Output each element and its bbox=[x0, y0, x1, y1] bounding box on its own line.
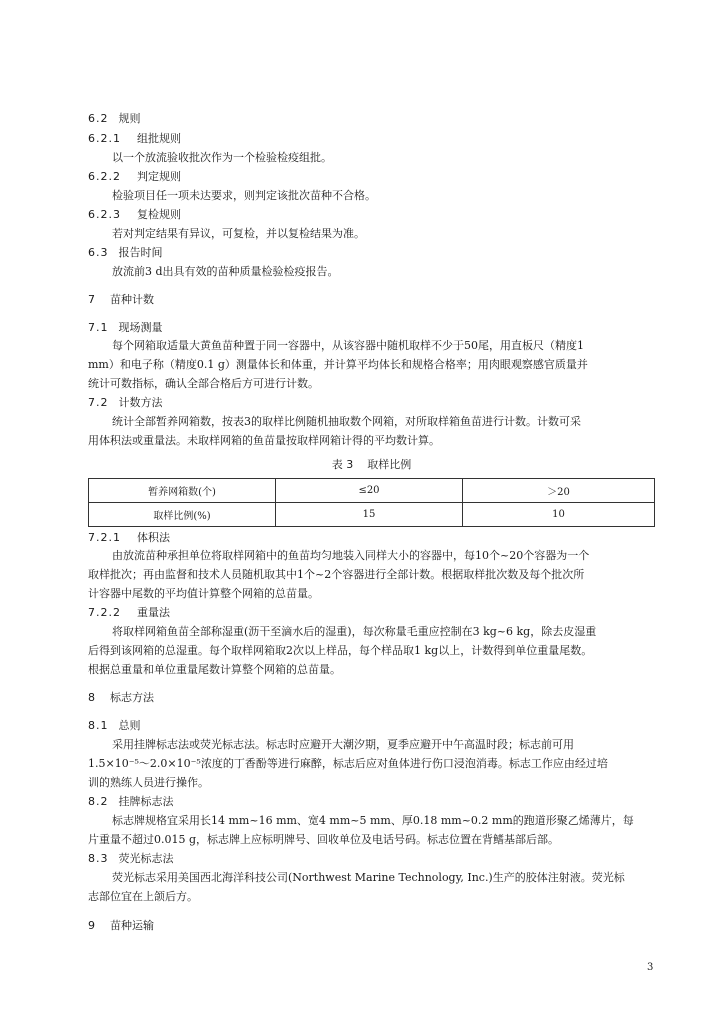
paragraph-line: 用体积法或重量法。未取样网箱的鱼苗量按取样网箱计得的平均数计算。 bbox=[88, 434, 440, 447]
paragraph-line: 取样批次；再由监督和技术人员随机取其中1个~2个容器进行全部计数。根据取样批次数及每个批次所 bbox=[88, 568, 585, 581]
section-number: 7.1 bbox=[88, 321, 109, 334]
page-number: 3 bbox=[647, 962, 654, 973]
chapter-title: 苗种运输 bbox=[110, 919, 154, 932]
paragraph-line: mm）和电子称（精度0.1 g）测量体长和体重，并计算平均体长和规格合格率；用肉眼观察感官质量并 bbox=[88, 358, 588, 371]
paragraph-line: 荧光标志采用美国西北海洋科技公司(Northwest Marine Technology, Inc.)生产的胶体注射液。荧光标 bbox=[112, 871, 625, 884]
heading-6-2-3 bbox=[88, 207, 181, 222]
section-title: 组批规则 bbox=[137, 132, 181, 145]
heading-8-2 bbox=[88, 794, 174, 809]
heading-7-2-2 bbox=[88, 605, 170, 620]
table-cell: 暂养网箱数(个) bbox=[89, 479, 276, 503]
heading-8 bbox=[88, 690, 154, 705]
section-title: 重量法 bbox=[137, 606, 170, 619]
section-title: 体积法 bbox=[137, 531, 170, 544]
section-number: 7.2.2 bbox=[88, 606, 121, 619]
paragraph-6-2-2: 检验项目任一项未达要求，则判定该批次苗种不合格。 bbox=[112, 189, 376, 202]
paragraph-line: 训的熟练人员进行操作。 bbox=[88, 776, 209, 789]
section-title: 复检规则 bbox=[137, 208, 181, 221]
paragraph-6-2-1: 以一个放流验收批次作为一个检验检疫组批。 bbox=[112, 151, 332, 164]
section-number: 6.3 bbox=[88, 246, 109, 259]
sampling-ratio-table bbox=[88, 478, 655, 527]
section-title: 规则 bbox=[118, 112, 141, 125]
paragraph-6-2-3: 若对判定结果有异议，可复检，并以复检结果为准。 bbox=[112, 227, 365, 240]
chapter-title: 标志方法 bbox=[110, 691, 154, 704]
section-number: 6.2.1 bbox=[88, 132, 121, 145]
section-number: 7.2.1 bbox=[88, 531, 121, 544]
paragraph-line: 后得到该网箱的总湿重。每个取样网箱取2次以上样品，每个样品取1 kg以上，计数得到单位重量尾数。 bbox=[88, 644, 593, 657]
section-number: 8.3 bbox=[88, 852, 109, 865]
paragraph-line: 由放流苗种承担单位将取样网箱中的鱼苗均匀地装入同样大小的容器中，每10个~20个容器为一个 bbox=[112, 549, 590, 562]
heading-8-1 bbox=[88, 718, 141, 733]
heading-9 bbox=[88, 918, 154, 933]
heading-6-2-2 bbox=[88, 169, 181, 184]
section-number: 6.2.2 bbox=[88, 170, 121, 183]
heading-6-2-1 bbox=[88, 131, 181, 146]
section-number: 7.2 bbox=[88, 396, 109, 409]
paragraph-line: 每个网箱取适量大黄鱼苗种置于同一容器中，从该容器中随机取样不少于50尾，用直板尺（精度1 bbox=[112, 339, 584, 352]
section-title: 挂牌标志法 bbox=[118, 795, 174, 808]
table-cell: 取样比例(%) bbox=[89, 503, 276, 527]
section-title: 计数方法 bbox=[118, 396, 163, 409]
section-number: 8.1 bbox=[88, 719, 109, 732]
heading-7-1 bbox=[88, 320, 163, 335]
section-number: 8.2 bbox=[88, 795, 109, 808]
section-number: 6.2 bbox=[88, 112, 109, 125]
paragraph-line: 采用挂牌标志法或荧光标志法。标志时应避开大潮汐期，夏季应避开中午高温时段；标志前可用 bbox=[112, 738, 574, 751]
chapter-number: 7 bbox=[88, 293, 96, 306]
heading-6-2 bbox=[88, 111, 141, 126]
paragraph-line: 计容器中尾数的平均值计算整个网箱的总苗量。 bbox=[88, 587, 319, 600]
table-cell: ≤20 bbox=[276, 479, 463, 503]
section-title: 总则 bbox=[118, 719, 141, 732]
heading-6-3 bbox=[88, 245, 163, 260]
paragraph-line: 将取样网箱鱼苗全部称湿重(沥干至滴水后的湿重)，每次称量毛重应控制在3 kg~6 kg，除去皮湿重 bbox=[112, 625, 597, 638]
paragraph-line: 1.5×10⁻⁵～2.0×10⁻⁵浓度的丁香酚等进行麻醉，标志后应对鱼体进行伤口浸泡消毒。标志工作应由经过培 bbox=[88, 757, 608, 770]
section-title: 报告时间 bbox=[118, 246, 163, 259]
paragraph-line: 标志牌规格宜采用长14 mm~16 mm、宽4 mm~5 mm、厚0.18 mm~0.2 mm的跑道形聚乙烯薄片，每 bbox=[112, 814, 634, 827]
table-cell: 15 bbox=[276, 503, 463, 527]
table-title: 取样比例 bbox=[367, 458, 412, 471]
paragraph-line: 根据总重量和单位重量尾数计算整个网箱的总苗量。 bbox=[88, 663, 341, 676]
chapter-title: 苗种计数 bbox=[110, 293, 154, 306]
section-title: 判定规则 bbox=[137, 170, 181, 183]
table-caption bbox=[88, 456, 655, 472]
paragraph-6-3: 放流前3 d出具有效的苗种质量检验检疫报告。 bbox=[112, 265, 339, 278]
section-number: 6.2.3 bbox=[88, 208, 121, 221]
heading-7-2-1 bbox=[88, 530, 170, 545]
table-cell: 10 bbox=[463, 503, 655, 527]
paragraph-line: 统计可数指标，确认全部合格后方可进行计数。 bbox=[88, 377, 319, 390]
table-label: 表 3 bbox=[331, 458, 354, 471]
paragraph-line: 志部位宜在上颌后方。 bbox=[88, 890, 198, 903]
section-title: 荧光标志法 bbox=[118, 852, 174, 865]
chapter-number: 9 bbox=[88, 919, 96, 932]
paragraph-line: 统计全部暂养网箱数，按表3的取样比例随机抽取数个网箱，对所取样箱鱼苗进行计数。计数可采 bbox=[112, 415, 581, 428]
heading-7-2 bbox=[88, 395, 163, 410]
section-title: 现场测量 bbox=[118, 321, 163, 334]
heading-8-3 bbox=[88, 851, 174, 866]
table-cell: ＞20 bbox=[463, 479, 655, 503]
table-header-row bbox=[89, 479, 655, 503]
paragraph-line: 片重量不超过0.015 g，标志牌上应标明牌号、回收单位及电话号码。标志位置在背鳍基部后部。 bbox=[88, 833, 560, 846]
table-row bbox=[89, 503, 655, 527]
heading-7 bbox=[88, 292, 154, 307]
chapter-number: 8 bbox=[88, 691, 96, 704]
